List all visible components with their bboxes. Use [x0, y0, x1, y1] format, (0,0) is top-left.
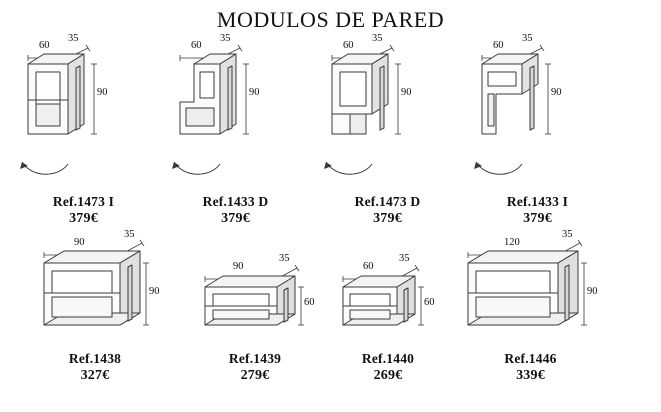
dim-depth-1440: 35 — [399, 253, 410, 264]
product-item-1439[interactable] — [185, 235, 325, 384]
dim-depth-1433-d: 35 — [220, 33, 231, 44]
figure-1473-d — [310, 33, 465, 192]
product-price-1473-i: 379€ — [69, 211, 98, 226]
rotation-arrow-1433-d — [170, 160, 230, 184]
dim-height-1473-d: 90 — [401, 87, 412, 98]
rotation-arrow-1473-d — [322, 160, 382, 184]
product-ref-1473-d: Ref.1473 D — [354, 194, 421, 209]
dim-height-1440: 60 — [424, 297, 435, 308]
drawing-open-box-1-shelf-narrow — [323, 235, 453, 347]
product-item-1433-d[interactable] — [158, 33, 313, 227]
dim-width-1446: 120 — [504, 237, 520, 248]
dim-height-1433-i: 90 — [551, 87, 562, 98]
rotation-arrow-1473-i — [18, 160, 78, 184]
product-item-1446[interactable] — [448, 229, 613, 384]
rotation-arrow-1433-i — [472, 160, 532, 184]
dim-depth-1473-i: 35 — [68, 33, 79, 44]
figure-1438 — [20, 229, 170, 347]
dim-depth-1433-i: 35 — [522, 33, 533, 44]
product-ref-1438: Ref.1438 — [68, 351, 122, 366]
dim-depth-1473-d: 35 — [372, 33, 383, 44]
figure-1439 — [185, 235, 325, 347]
product-item-1440[interactable] — [323, 235, 453, 384]
page-title: MODULOS DE PARED — [216, 7, 445, 32]
dim-depth-1446: 35 — [562, 229, 573, 240]
product-ref-1433-d: Ref.1433 D — [202, 194, 269, 209]
product-ref-1473-i: Ref.1473 I — [52, 194, 115, 209]
figure-1440 — [323, 235, 453, 347]
figure-1473-i — [6, 33, 161, 192]
dim-width-1438: 90 — [74, 237, 85, 248]
dim-height-1439: 60 — [304, 297, 315, 308]
product-ref-1446: Ref.1446 — [504, 351, 557, 366]
dim-width-1433-i: 60 — [493, 40, 504, 51]
product-price-1446: 339€ — [516, 368, 545, 383]
product-ref-1440: Ref.1440 — [361, 351, 415, 366]
row-shelf-modules — [0, 229, 661, 405]
dim-height-1433-d: 90 — [249, 87, 260, 98]
product-price-1433-d: 379€ — [221, 211, 250, 226]
product-price-1438: 327€ — [80, 368, 110, 383]
dim-width-1439: 90 — [233, 261, 244, 272]
product-ref-1439: Ref.1439 — [228, 351, 282, 366]
dim-height-1438: 90 — [149, 286, 160, 297]
figure-1433-i — [460, 33, 615, 192]
dim-height-1473-i: 90 — [97, 87, 108, 98]
dim-width-1473-d: 60 — [343, 40, 354, 51]
product-item-1473-i[interactable] — [6, 33, 161, 227]
product-ref-1433-i: Ref.1433 I — [506, 194, 569, 209]
dim-depth-1438: 35 — [124, 229, 135, 240]
figure-1433-d — [158, 33, 313, 192]
product-item-1438[interactable] — [20, 229, 170, 384]
figure-1446 — [448, 229, 613, 347]
product-item-1433-i[interactable] — [460, 33, 615, 227]
product-price-1433-i: 379€ — [523, 211, 552, 226]
product-price-1440: 269€ — [373, 368, 403, 383]
product-price-1439: 279€ — [240, 368, 270, 383]
dim-height-1446: 90 — [587, 286, 598, 297]
row-corner-modules — [0, 33, 661, 226]
drawing-open-box-1-shelf — [185, 235, 325, 347]
dim-width-1473-i: 60 — [39, 40, 50, 51]
dim-width-1440: 60 — [363, 261, 374, 272]
drawing-open-box-2-shelf — [20, 235, 170, 347]
product-item-1473-d[interactable] — [310, 33, 465, 227]
dim-width-1433-d: 60 — [191, 40, 202, 51]
dim-depth-1439: 35 — [279, 253, 290, 264]
product-price-1473-d: 379€ — [373, 211, 402, 226]
